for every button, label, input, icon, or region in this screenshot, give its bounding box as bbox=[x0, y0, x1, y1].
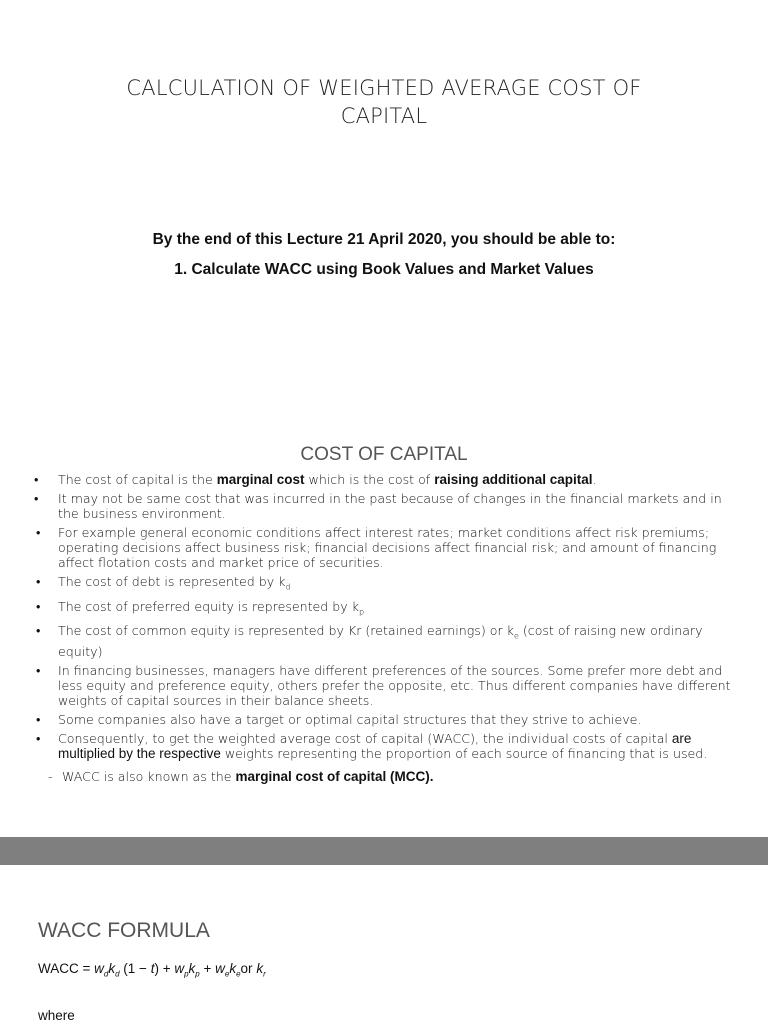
bold-term: raising additional capital bbox=[434, 472, 593, 487]
subscript: d bbox=[115, 969, 120, 979]
bullet-text: which is the cost of bbox=[304, 472, 435, 487]
slide-title: COST OF CAPITAL bbox=[300, 444, 468, 465]
subscript: p bbox=[184, 969, 189, 979]
weight-equity: w bbox=[215, 961, 225, 976]
bullet-item: • The cost of common equity is represented by Kr (retained earnings) or $k_e$ (cost of raising new ordinary equity) bbox=[36, 623, 703, 659]
bullet-text: Consequently, to get the weighted average cost of capital (WACC), the individual costs of capital bbox=[58, 730, 672, 746]
objective-intro: By the end of this Lecture 21 April 2020, you should be able to: bbox=[152, 231, 616, 248]
slide-title: WACC FORMULA bbox=[38, 919, 210, 942]
subscript: e bbox=[224, 969, 230, 979]
bullet-item: • For example general economic conditions affect interest rates; market conditions affect risk premiums; operating decisions affect business risk; financial decisions affect financial risk; and amount of financing affect flotation costs and market price of securities. bbox=[36, 525, 717, 570]
bullet-text: For example general economic conditions affect interest rates; market conditions affect risk premiums; operating decisions affect business risk; financial decisions affect financial risk; and amount of financing affect flotation costs and market price of securities. bbox=[58, 525, 717, 570]
cost-equity: k bbox=[229, 961, 237, 976]
where-label: where bbox=[38, 1008, 75, 1023]
subscript: e bbox=[513, 631, 519, 641]
bullet-text: It may not be same cost that was incurred in the past because of changes in the financial markets and in the business environment. bbox=[58, 491, 722, 521]
bullet-item: • The cost of preferred equity is represented by $k_p$ bbox=[36, 598, 365, 617]
subscript: r bbox=[263, 969, 266, 979]
bullet-text: In financing businesses, managers have different preferences of the sources. Some prefer more debt and less equity and preference equity, others prefer the opposite, etc. Thus different companies have different weights of capital sources in their balance sheets. bbox=[58, 662, 731, 708]
bullet-item: • Consequently, to get the weighted average cost of capital (WACC), the individual costs of capital are multiplied by the respective weights representing the proportion of each source of financing that is used. bbox=[36, 730, 708, 761]
cost-debt: k bbox=[108, 961, 116, 976]
formula-text: (1 − bbox=[119, 961, 151, 976]
slide-cost-of-capital bbox=[0, 410, 768, 838]
bullet-item: • The cost of debt is represented by $k_d$ bbox=[36, 574, 291, 592]
bullet-item: • In financing businesses, managers have different preferences of the sources. Some prefer more debt and less equity and preference equity, others prefer the opposite, etc. Thus different companies have different weights of capital sources in their balance sheets. bbox=[36, 662, 731, 708]
bullet-item: • Some companies also have a target or optimal capital structures that they strive to achieve. bbox=[36, 711, 642, 727]
bold-term: marginal cost of capital (MCC). bbox=[235, 768, 434, 784]
sub-bullet-item bbox=[34, 769, 746, 784]
bullet-text: Some companies also have a target or optimal capital structures that they strive to achieve. bbox=[58, 711, 642, 727]
bullet-item: • The cost of capital is the marginal cost which is the cost of raising additional capital. bbox=[34, 472, 597, 487]
bullet-text: are multiplied by the respective bbox=[58, 730, 692, 761]
weight-preferred: w bbox=[174, 961, 185, 976]
bullet-text: . bbox=[592, 472, 597, 487]
slide-objectives bbox=[0, 0, 768, 410]
cost-preferred: k bbox=[188, 961, 196, 976]
slide-divider bbox=[0, 837, 768, 865]
formula-text: + bbox=[199, 961, 216, 976]
formula-text: or bbox=[240, 961, 257, 976]
dash-mark: - bbox=[48, 768, 53, 784]
bullet-list bbox=[34, 472, 746, 784]
tax-rate: t bbox=[150, 961, 155, 976]
bullet-text: (cost of raising new ordinary equity) bbox=[58, 623, 703, 659]
subscript: d bbox=[103, 969, 109, 979]
bullet-text: weights representing the proportion of each source of financing that is used. bbox=[220, 745, 708, 761]
objective-item: 1. Calculate WACC using Book Values and Market Values bbox=[174, 261, 594, 278]
slide-title: CALCULATION OF WEIGHTED AVERAGE COST OF CAPITAL bbox=[126, 76, 642, 128]
bullet-text: WACC is also known as the bbox=[62, 768, 236, 784]
subscript: d bbox=[285, 582, 291, 592]
weight-debt: w bbox=[94, 961, 104, 976]
subscript: p bbox=[359, 607, 365, 617]
wacc-formula bbox=[38, 961, 266, 979]
cost-retained: k bbox=[256, 961, 264, 976]
slide-wacc-formula bbox=[0, 865, 768, 1024]
subscript: e bbox=[236, 969, 241, 979]
bullet-item: • It may not be same cost that was incurred in the past because of changes in the financial markets and in the business environment. bbox=[34, 491, 722, 521]
bullet-text: The cost of capital is the bbox=[58, 472, 217, 487]
formula-lhs: WACC = bbox=[38, 961, 95, 976]
bold-term: marginal cost bbox=[216, 472, 305, 487]
formula-text: ) + bbox=[154, 961, 175, 976]
bullet-text: The cost of debt is represented by k bbox=[58, 574, 286, 589]
bullet-text: The cost of common equity is represented by Kr (retained earnings) or k bbox=[58, 623, 514, 639]
bullet-text: The cost of preferred equity is represented by k bbox=[58, 598, 360, 614]
subscript: p bbox=[195, 969, 200, 979]
